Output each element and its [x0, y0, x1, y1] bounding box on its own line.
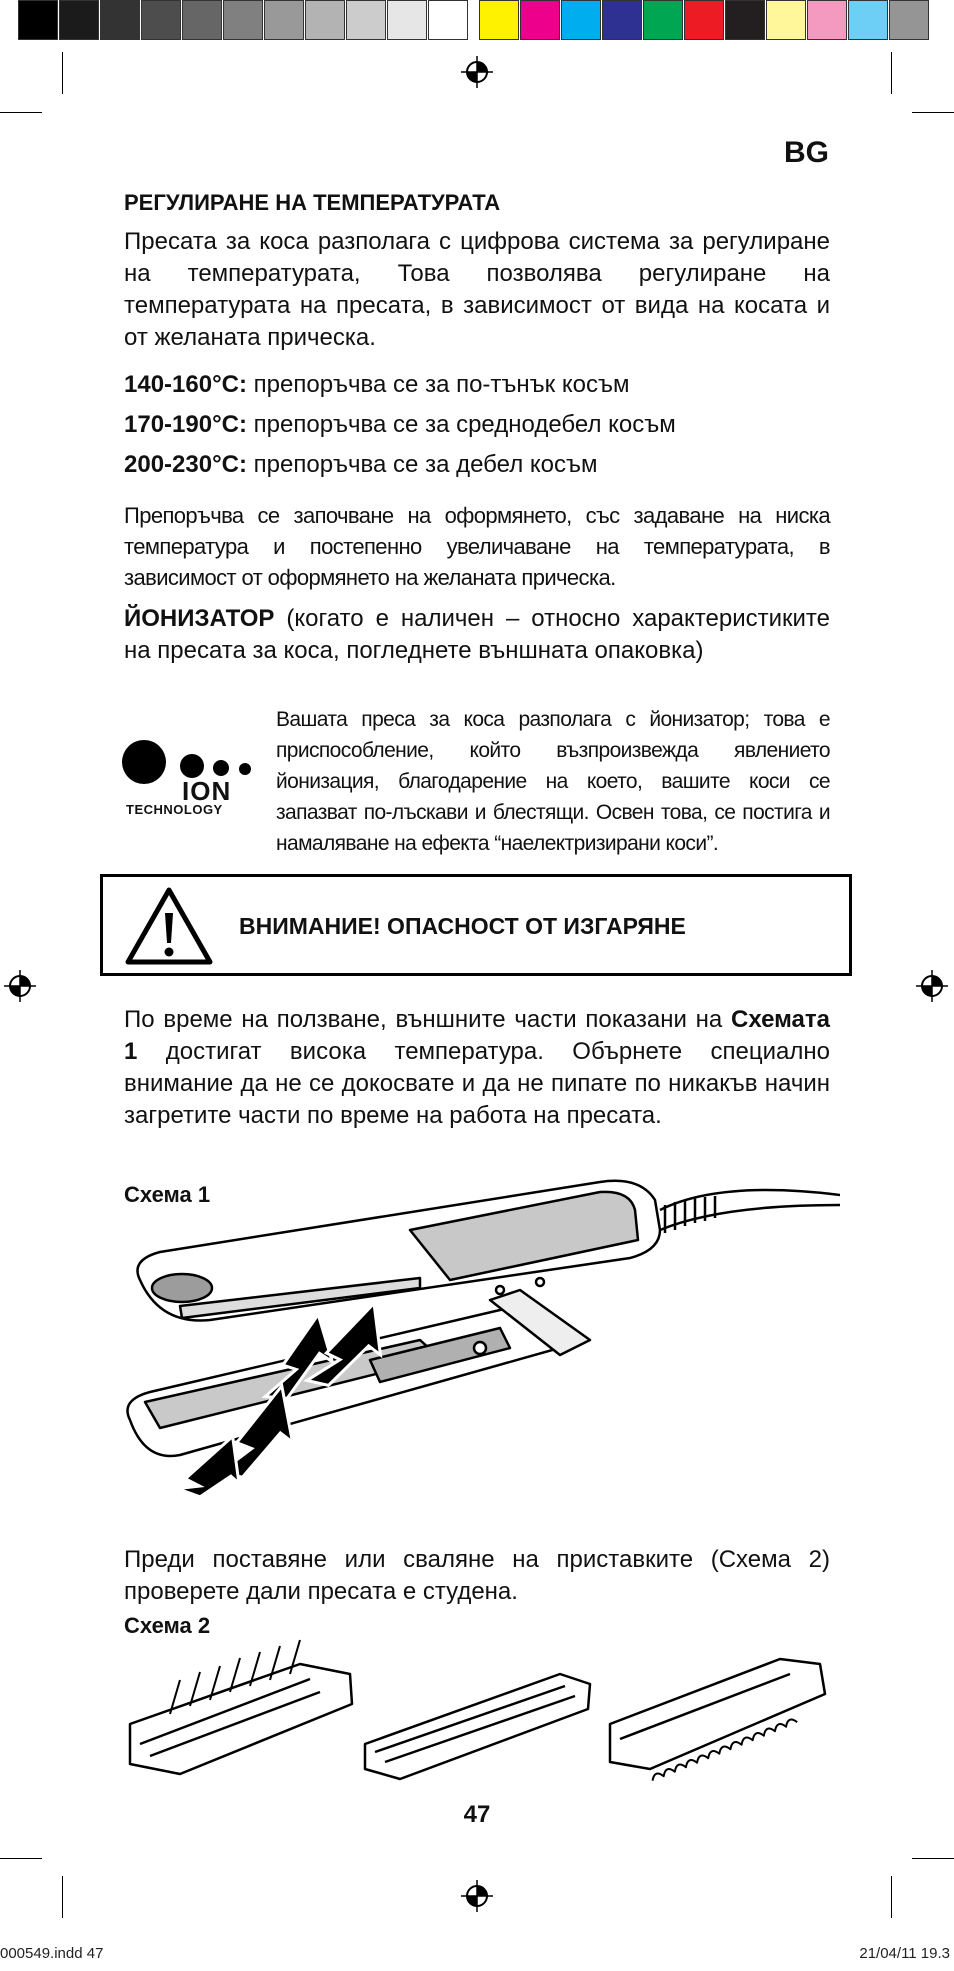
crop-mark: [0, 112, 42, 113]
color-swatch: [18, 0, 58, 40]
color-swatch: [346, 0, 386, 40]
straightener-illustration: [120, 1170, 840, 1500]
page-number: 47: [463, 1801, 491, 1828]
section-heading-temperature: РЕГУЛИРАНЕ НА ТЕМПЕРАТУРАТА: [124, 190, 501, 215]
crop-mark: [62, 52, 63, 94]
temp-range: 200-230°C:: [124, 451, 247, 478]
ion-technology-logo: [122, 738, 262, 818]
warning-triangle-icon: [123, 885, 215, 967]
file-slug-right: 21/04/11 19.3: [859, 1945, 950, 1962]
color-swatch: [848, 0, 888, 40]
color-swatch: [561, 0, 601, 40]
file-slug-left: 000549.indd 47: [0, 1945, 104, 1962]
registration-mark-left: [4, 970, 36, 1002]
ionizer-paragraph: [124, 603, 830, 667]
crop-mark: [891, 52, 892, 94]
registration-mark-right: [916, 970, 948, 1002]
temp-range: 170-190°C:: [124, 411, 247, 438]
crop-mark: [912, 112, 954, 113]
burn-text-bold: Схемата 1: [124, 1006, 830, 1065]
color-swatch: [100, 0, 140, 40]
temp-row: [124, 371, 629, 399]
color-swatch: [182, 0, 222, 40]
comb-attachment: [130, 1664, 352, 1774]
temp-desc: препоръчва се за по-тънък косъм: [247, 371, 630, 398]
color-swatch: [59, 0, 99, 40]
color-swatch: [223, 0, 263, 40]
burn-text-post: достигат висока температура. Обърнете специално внимание да не се докосвате и да не пипате по никакъв начин загретите части по време на работа на пресата.: [124, 1038, 830, 1129]
crop-mark: [891, 1876, 892, 1918]
warning-box: [100, 874, 852, 976]
color-swatch: [428, 0, 468, 40]
attachment-paragraph: Преди поставяне или сваляне на приставките (Схема 2) проверете дали пресата е студена.: [124, 1546, 830, 1605]
temp-row: [124, 451, 597, 479]
color-swatch: [684, 0, 724, 40]
registration-mark-top: [461, 56, 493, 88]
language-code: BG: [784, 136, 829, 169]
color-swatch: [305, 0, 345, 40]
temp-desc: препоръчва се за среднодебел косъм: [247, 411, 676, 438]
color-swatch: [725, 0, 765, 40]
color-swatch: [264, 0, 304, 40]
swatch-gap: [469, 0, 479, 40]
ion-logo-sub: TECHNOLOGY: [126, 802, 223, 817]
temp-range: 140-160°C:: [124, 371, 247, 398]
color-swatch: [889, 0, 929, 40]
crop-mark: [912, 1858, 954, 1859]
color-swatch: [520, 0, 560, 40]
attachments-illustration: [120, 1634, 840, 1784]
color-calibration-bar: [18, 0, 930, 40]
color-swatch: [766, 0, 806, 40]
color-swatch: [602, 0, 642, 40]
scheme-1-caption: Схема 1: [124, 1182, 211, 1207]
burn-warning-paragraph: [124, 1004, 830, 1132]
ionizer-description: Вашата преса за коса разполага с йонизатор; това е приспособление, който възпроизвежда явлението йонизация, благодарение на което, вашите коси се запазват по-лъскави и блестящи. Освен това, се постига и намаляване на ефекта “наелектризирани коси”.: [276, 708, 830, 855]
scheme-2-caption: Схема 2: [124, 1613, 211, 1638]
ionizer-heading: ЙОНИЗАТОР: [124, 605, 275, 632]
color-swatch: [479, 0, 519, 40]
ionizer-note: (когато е наличен – относно характеристиките на пресата за коса, погледнете външната опаковка): [124, 605, 830, 664]
registration-mark-bottom: [461, 1880, 493, 1912]
temp-desc: препоръчва се за дебел косъм: [247, 451, 598, 478]
color-swatch: [387, 0, 427, 40]
temperature-paragraph: Пресата за коса разполага с цифрова система за регулиране на температурата, Това позволява регулиране на температурата на пресата, в зависимост от вида на косата и от желаната прическа.: [124, 228, 830, 351]
ion-logo-word: ION: [182, 776, 232, 806]
recommend-paragraph: Препоръчва се започване на оформянето, със задаване на ниска температура и постепенно увеличаване на температурата, в зависимост от оформянето на желаната прическа.: [124, 503, 830, 590]
warning-title: ВНИМАНИЕ! ОПАСНОСТ ОТ ИЗГАРЯНЕ: [239, 913, 686, 939]
crop-mark: [0, 1858, 42, 1859]
color-swatch: [141, 0, 181, 40]
color-swatch: [807, 0, 847, 40]
temp-row: [124, 411, 676, 439]
burn-text-pre: По време на ползване, външните части показани на: [124, 1006, 731, 1033]
color-swatch: [643, 0, 683, 40]
crop-mark: [62, 1876, 63, 1918]
